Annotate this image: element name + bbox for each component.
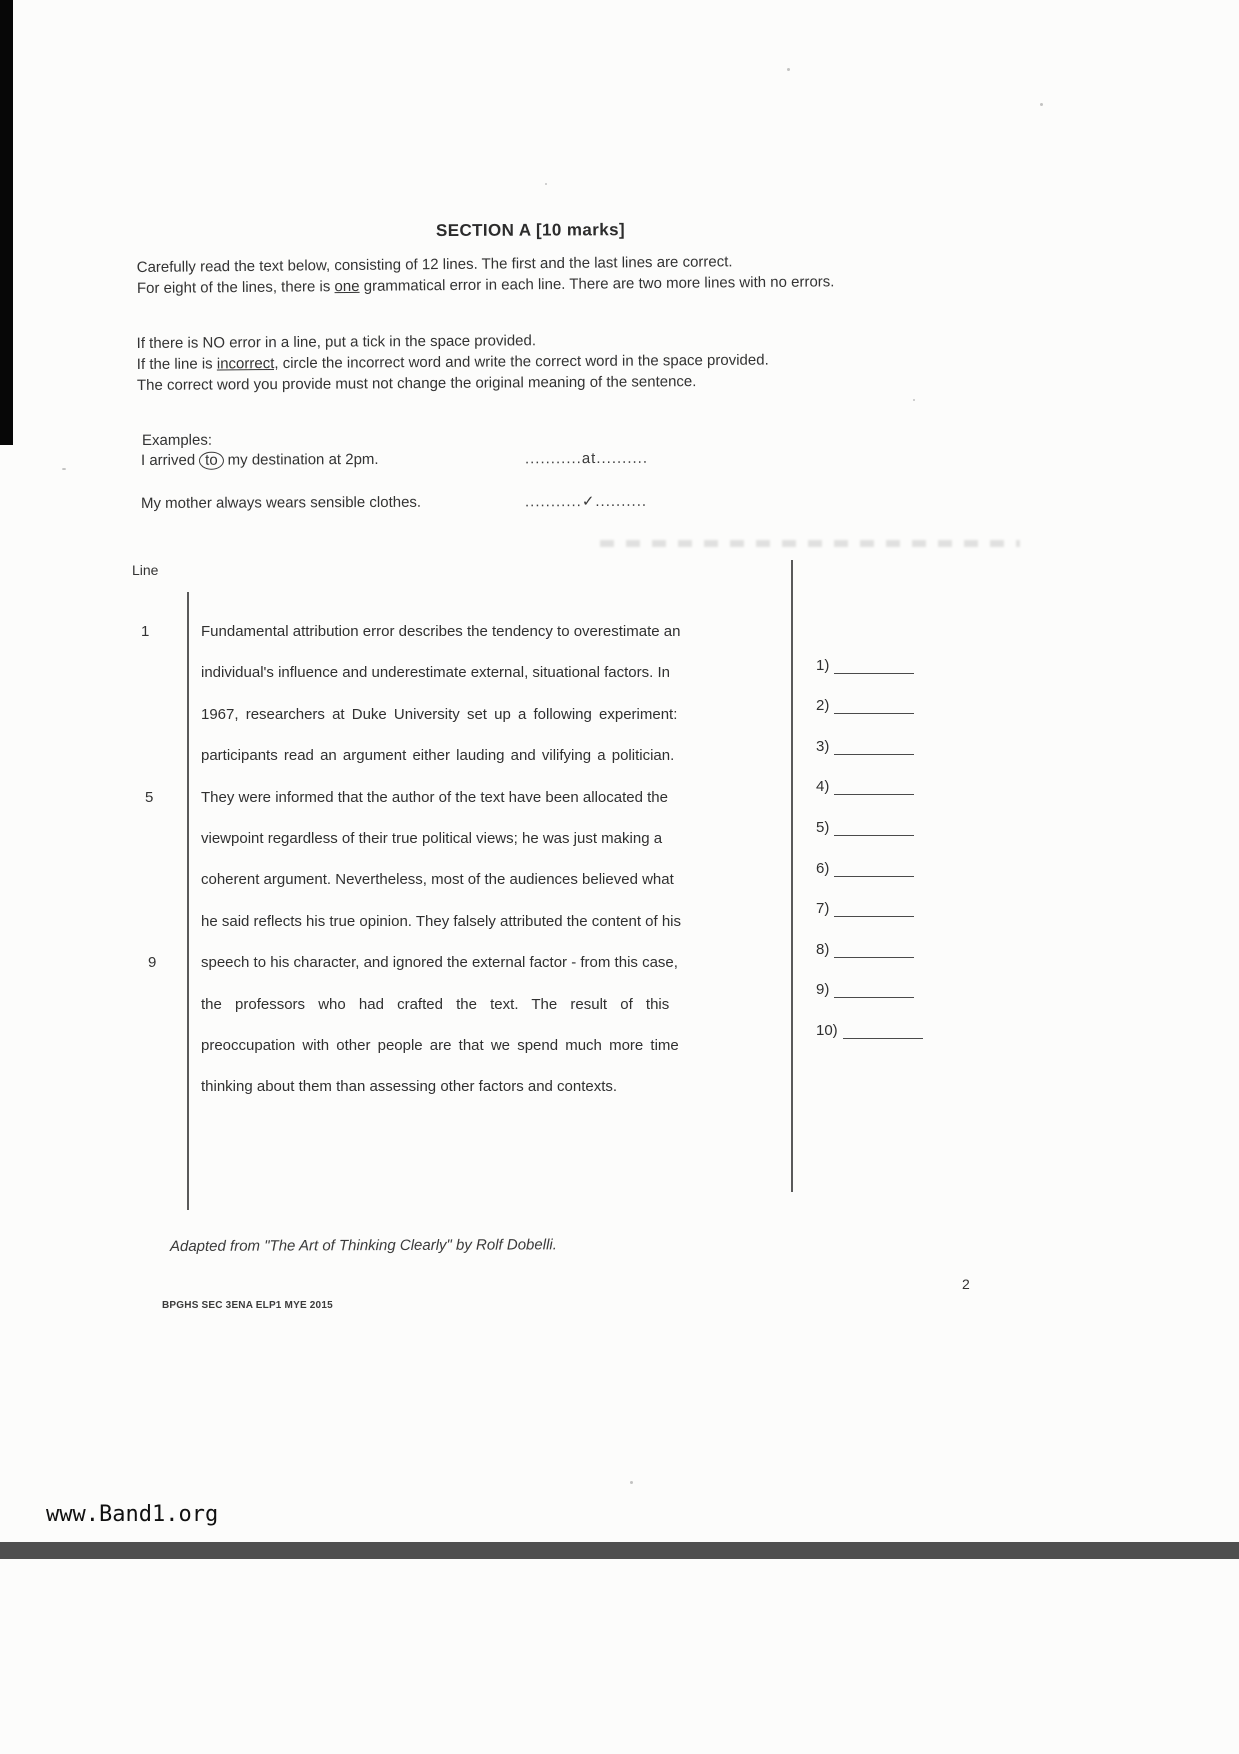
- answer-row: [816, 836, 923, 877]
- example-1-post: my destination at 2pm.: [227, 450, 379, 469]
- instruction-line: If there is NO error in a line, put a tick in the space provided.: [136, 332, 537, 353]
- passage-line: thinking about them than assessing other factors and contexts.: [201, 1078, 618, 1096]
- answer-blank-line: [843, 1024, 923, 1039]
- answer-blanks: [816, 633, 923, 1039]
- answer-blank-line: [834, 862, 914, 877]
- passage-line: preoccupation with other people are that we spend much more time: [201, 1037, 679, 1055]
- answer-row: [816, 755, 923, 796]
- scan-smudge: [600, 540, 1020, 547]
- passage-line: They were informed that the author of the text have been allocated the: [201, 788, 668, 806]
- scan-speck: [62, 468, 66, 470]
- answer-blank-line: [834, 902, 914, 917]
- passage-text: [201, 611, 781, 1108]
- instruction-text: circle the incorrect word and write the correct word in the space provided.: [278, 351, 769, 373]
- answer-row: [816, 998, 923, 1039]
- example-2-row: [141, 491, 901, 512]
- section-title: SECTION A [10 marks]: [435, 220, 626, 241]
- answer-number: 7): [816, 900, 830, 918]
- line-column-header: Line: [132, 562, 159, 578]
- scan-speck: [913, 399, 915, 401]
- answers-left-rule: [791, 560, 793, 1192]
- example-2-sentence: My mother always wears sensible clothes.: [140, 493, 422, 512]
- scan-speck: [545, 183, 547, 185]
- answer-row: [816, 795, 923, 836]
- underlined-word: one: [334, 277, 360, 296]
- instruction-text: If the line is: [136, 355, 217, 374]
- answer-number: 1): [816, 656, 830, 674]
- answer-blank-line: [834, 699, 914, 714]
- answer-blank-line: [834, 740, 914, 755]
- scan-artifact-bottom-bar: [0, 1542, 1239, 1559]
- line-number: 5: [145, 789, 154, 806]
- scan-speck: [787, 68, 790, 71]
- document-code: BPGHS SEC 3ENA ELP1 MYE 2015: [162, 1300, 333, 1311]
- answer-blank-line: [834, 780, 914, 795]
- instructions-paragraph-1: [137, 249, 977, 299]
- line-number: 9: [148, 954, 157, 971]
- passage-line: speech to his character, and ignored the external factor - from this case,: [201, 954, 678, 972]
- page-number: 2: [962, 1276, 970, 1292]
- instructions-paragraph-2: [137, 327, 977, 396]
- answer-number: 10): [816, 1021, 838, 1039]
- answer-row: [816, 877, 923, 918]
- watermark-url: www.Band1.org: [46, 1502, 219, 1527]
- line-number: 1: [141, 623, 150, 640]
- instruction-line: The correct word you provide must not change the original meaning of the sentence.: [136, 373, 697, 395]
- instruction-text: grammatical error in each line. There are two more lines with no errors.: [359, 273, 835, 295]
- passage-line: coherent argument. Nevertheless, most of the audiences believed what: [201, 871, 674, 889]
- passage-line: 1967, researchers at Duke University set up a following experiment:: [201, 705, 678, 723]
- example-2-answer: ...........✓..........: [524, 492, 648, 511]
- scan-artifact-left-edge: [0, 0, 13, 445]
- passage-line: the professors who had crafted the text. The result of this: [201, 995, 670, 1013]
- example-1-row: [141, 449, 901, 470]
- answer-number: 8): [816, 940, 830, 958]
- answer-number: 9): [816, 981, 830, 999]
- answer-blank-line: [834, 821, 914, 836]
- answer-blank-line: [834, 983, 914, 998]
- answer-number: 3): [816, 737, 830, 755]
- answer-number: 2): [816, 697, 830, 715]
- circled-error-word: to: [199, 452, 224, 470]
- passage-left-rule: [187, 592, 189, 1210]
- answer-row: [816, 674, 923, 715]
- passage-line: Fundamental attribution error describes the tendency to overestimate an: [201, 623, 681, 640]
- answer-number: 4): [816, 778, 830, 796]
- passage-line: viewpoint regardless of their true political views; he was just making a: [201, 830, 663, 848]
- instruction-line: Carefully read the text below, consisting of 12 lines. The first and the last lines are correct.: [136, 253, 733, 277]
- scan-speck: [630, 1481, 633, 1484]
- answer-row: [816, 917, 923, 958]
- source-attribution: Adapted from "The Art of Thinking Clearly" by Rolf Dobelli.: [169, 1236, 557, 1255]
- scan-speck: [1040, 103, 1043, 106]
- answer-row: [816, 714, 923, 755]
- example-1-pre: I arrived: [140, 451, 196, 469]
- instruction-text: For eight of the lines, there is: [136, 278, 335, 298]
- answer-number: 5): [816, 818, 830, 836]
- answer-blank-line: [834, 943, 914, 958]
- passage-line: participants read an argument either lauding and vilifying a politician.: [201, 747, 675, 765]
- underlined-word: incorrect,: [216, 355, 279, 373]
- answer-blank-line: [834, 659, 914, 674]
- answer-row: [816, 958, 923, 999]
- answer-number: 6): [816, 859, 830, 877]
- example-1-sentence: [141, 450, 525, 470]
- answer-row: [816, 633, 923, 674]
- passage-line: individual's influence and underestimate external, situational factors. In: [201, 664, 670, 682]
- examples-label: Examples:: [141, 431, 213, 450]
- example-1-answer: ...........at..........: [524, 449, 649, 468]
- passage-line: he said reflects his true opinion. They falsely attributed the content of his: [201, 912, 681, 930]
